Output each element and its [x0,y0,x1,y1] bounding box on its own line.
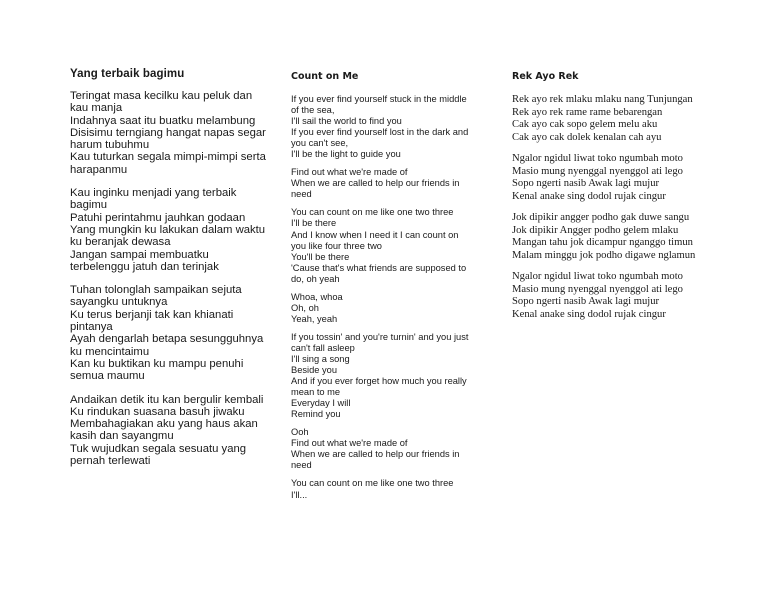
lyric-line: I'll be the light to guide you [291,149,401,160]
stanza [291,332,481,420]
lyric-line: When we are called to help our friends in [291,449,460,460]
lyric-line: Membahagiakan aku yang haus akan [70,418,258,431]
lyric-line: Find out what we're made of [291,167,408,178]
stanza [291,207,481,284]
lyric-line: kasih dan sayangmu [70,430,174,443]
stanza [70,90,270,176]
lyric-line: bagimu [70,199,108,212]
lyric-line: If you ever find yourself stuck in the middle [291,94,467,104]
lyric-line: Yang mungkin ku lakukan dalam waktu [70,223,266,236]
lyric-line: ku beranjak dewasa [70,236,171,249]
lyric-line: pintanya [70,321,113,334]
lyric-line: Indahnya saat itu buatku melambung [70,114,256,127]
lyric-line: Ngalor ngidul liwat toko ngumbah moto [512,153,683,164]
lyric-line: terbelenggu jatuh dan terinjak [70,260,219,273]
lyric-line: Kau tuturkan segala mimpi-mimpi serta [70,151,266,164]
lyric-line: Rek ayo rek rame rame bebarengan [512,106,663,118]
lyric-line: Sopo ngerti nasib Awak lagi mujur [512,296,660,307]
lyric-line: Cak ayo cak sopo gelem melu aku [512,119,658,130]
lyric-line: Ku rindukan suasana basuh jiwaku [70,405,245,418]
lyric-line: I'll be there [291,218,337,229]
lyric-line: Sopo ngerti nasib Awak lagi mujur [512,178,660,189]
lyric-line: Find out what we're made of [291,438,408,449]
lyric-line: semua maumu [70,370,145,383]
lyric-line: harapanmu [70,163,128,176]
lyric-line: When we are called to help our friends in [291,178,460,189]
song-title: Count on Me [291,71,359,82]
lyric-line: Beside you [291,365,337,376]
lyric-line: Remind you [291,409,341,420]
lyric-line: harum tubuhmu [70,139,150,152]
lyric-line: Masio mung nyenggal nyenggol ati lego [512,165,683,177]
lyric-line: Kenal anake sing dodol rujak cingur [512,308,666,320]
lyric-line: I'll sing a song [291,353,350,364]
lyric-line: I'll sail the world to find you [291,116,402,127]
lyric-line: Ooh [291,427,309,438]
lyric-line: Ku terus berjanji tak kan khianati [70,308,234,321]
lyric-line: Rek ayo rek mlaku mlaku nang Tunjungan [512,94,693,105]
song-title: Rek Ayo Rek [512,71,579,82]
lyric-line: Kan ku buktikan ku mampu penuhi [70,357,244,370]
lyric-line: If you ever find yourself lost in the dark and [291,127,469,138]
lyric-line: Whoa, whoa [291,291,343,302]
lyric-line: need [291,460,312,471]
lyric-line: Andaikan detik itu kan bergulir kembali [70,393,264,406]
lyric-line: Cak ayo cak dolek kenalan cah ayu [512,131,662,143]
lyric-line: You can count on me like one two three [291,478,454,489]
stanza [512,94,712,144]
stanza [291,94,481,160]
lyric-line: pernah terlewati [70,455,151,468]
lyric-line: need [291,189,312,200]
stanza [291,167,481,200]
song-stanzas [512,94,712,330]
lyric-line: Mangan tahu jok dicampur nganggo timun [512,237,693,248]
lyric-line: do, oh yeah [291,273,340,284]
lyric-line: Patuhi perintahmu jauhkan godaan [70,211,246,224]
lyric-line: You can count on me like one two three [291,207,454,218]
stanza [291,427,481,471]
lyric-line: 'Cause that's what friends are supposed to [291,262,467,273]
song-stanzas [291,94,481,508]
lyric-line: Everyday I will [291,398,351,409]
stanza [512,153,712,203]
lyric-line: kau manja [70,102,123,115]
lyric-line: Oh, oh [291,302,319,313]
lyric-line: Tuhan tolonglah sampaikan sejuta [70,284,242,297]
stanza [70,187,270,273]
lyric-line: Masio mung nyenggal nyenggol ati lego [512,283,683,295]
lyric-line: Kau inginku menjadi yang terbaik [70,187,237,200]
stanza [70,284,270,382]
lyric-line: Jok dipikir angger podho gak duwe sangu [512,212,690,223]
stanza [291,292,481,325]
lyric-line: Ayah dengarlah betapa sesungguhnya [70,333,264,346]
lyric-line: can't fall asleep [291,342,355,353]
song-stanzas [70,90,270,478]
song-title: Yang terbaik bagimu [70,68,185,80]
lyric-line: And if you ever forget how much you really [291,376,467,387]
lyric-line: Jok dipikir Angger podho gelem mlaku [512,224,679,236]
lyric-line: If you tossin' and you're turnin' and you just [291,331,469,342]
lyric-line: sayangku untuknya [70,296,168,309]
lyric-line: And I know when I need it I can count on [291,229,459,240]
lyric-line: Teringat masa kecilku kau peluk dan [70,90,253,102]
lyric-line: You'll be there [291,251,350,262]
lyric-line: you can't see, [291,138,349,149]
lyric-line: Yeah, yeah [291,313,338,324]
stanza [512,271,712,321]
stanza [512,212,712,262]
lyric-line: you like four three two [291,240,382,251]
lyric-line: of the sea, [291,105,335,116]
lyric-line: ku mencintaimu [70,345,150,358]
lyric-line: Kenal anake sing dodol rujak cingur [512,190,666,202]
lyric-line: Disisimu terngiang hangat napas segar [70,126,266,139]
lyric-line: Tuk wujudkan segala sesuatu yang [70,442,247,455]
lyric-line: Malam minggu jok podho digawe nglamun [512,249,696,261]
lyric-line: I'll... [291,489,308,500]
lyric-line: Jangan sampai membuatku [70,248,209,261]
stanza [291,478,481,500]
lyric-line: mean to me [291,387,341,398]
lyric-line: Ngalor ngidul liwat toko ngumbah moto [512,271,683,282]
stanza [70,394,270,468]
